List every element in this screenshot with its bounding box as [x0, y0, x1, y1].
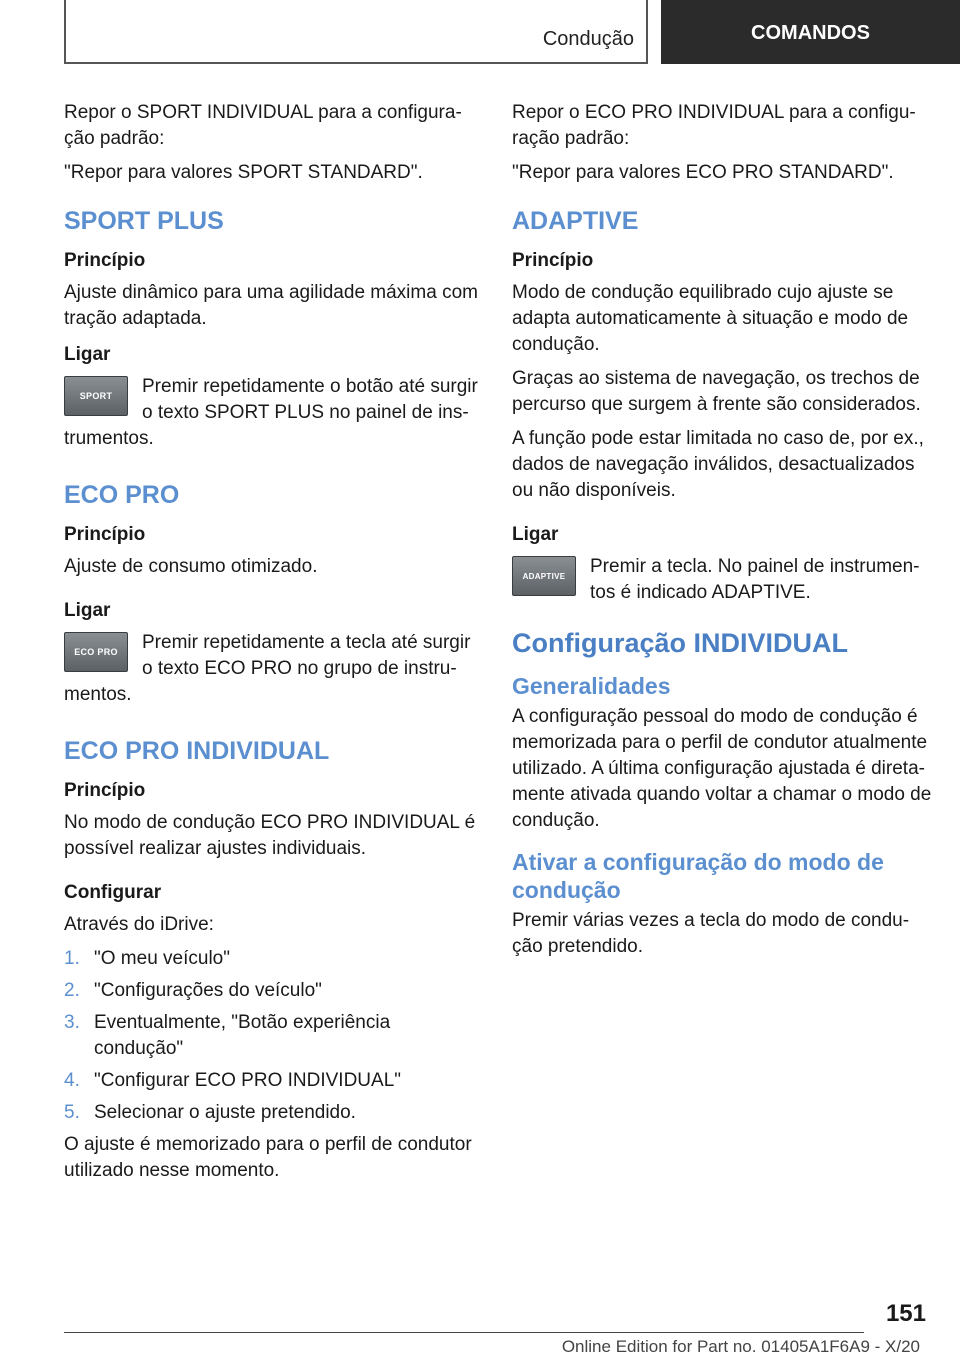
header-section-box	[64, 0, 648, 64]
eco-pro-individual-principle-text: No modo de condução ECO PRO INDIVIDUAL é possível realizar ajustes individuais.	[64, 812, 476, 859]
eco-pro-principle-text: Ajuste de consumo otimizado.	[64, 556, 318, 577]
individual-config-heading: Configuração INDIVIDUAL	[512, 628, 849, 658]
adaptive-principle-text-1: Modo de condução equilibrado cujo ajuste se adapta automaticamente à situação e modo de condução.	[512, 282, 909, 355]
sport-plus-principle-text: Ajuste dinâmico para uma agilidade máxima com tração adaptada.	[64, 282, 478, 329]
sport-plus-on-row	[64, 374, 480, 452]
footer-divider	[64, 1332, 864, 1333]
reset-sport-text: Repor o SPORT INDIVIDUAL para a configura-ção padrão:	[64, 102, 462, 149]
list-item: 4. "Configurar ECO PRO INDIVIDUAL"	[64, 1070, 402, 1091]
sport-plus-on-heading: Ligar	[64, 344, 111, 365]
footer-edition-text: Online Edition for Part no. 01405A1F6A9 - X/20	[561, 1337, 920, 1356]
adaptive-on-text: Premir a tecla. No painel de instrumen-tos é indicado ADAPTIVE.	[590, 556, 920, 603]
list-item: 5. Selecionar o ajuste pretendido.	[64, 1102, 356, 1123]
right-column	[512, 100, 932, 968]
reset-eco-menu-text: "Repor para valores ECO PRO STANDARD".	[512, 162, 894, 183]
list-item: 1. "O meu veículo"	[64, 948, 230, 969]
eco-pro-on-heading: Ligar	[64, 600, 111, 621]
header-section-title: Condução	[542, 28, 634, 50]
adaptive-on-heading: Ligar	[512, 524, 559, 545]
list-item: 2. "Configurações do veículo"	[64, 980, 322, 1001]
eco-pro-heading: ECO PRO	[64, 481, 180, 509]
sport-plus-principle-heading: Princípio	[64, 250, 146, 271]
adaptive-heading: ADAPTIVE	[512, 207, 639, 235]
left-column	[64, 100, 480, 1192]
sport-plus-heading: SPORT PLUS	[64, 207, 224, 235]
reset-sport-menu-text: "Repor para valores SPORT STANDARD".	[64, 162, 423, 183]
eco-pro-principle-heading: Princípio	[64, 524, 146, 545]
activate-heading: Ativar a configuração do modo de condução	[512, 849, 884, 903]
general-heading: Generalidades	[512, 673, 671, 699]
eco-pro-individual-heading: ECO PRO INDIVIDUAL	[64, 737, 330, 765]
eco-pro-on-text: Premir repetidamente a tecla até surgir o texto ECO PRO no grupo de instru-mentos.	[64, 632, 471, 705]
eco-pro-individual-principle-heading: Princípio	[64, 780, 146, 801]
sport-plus-on-text: Premir repetidamente o botão até surgir o texto SPORT PLUS no painel de ins-trumentos.	[64, 376, 478, 449]
sport-button-icon: SPORT	[64, 376, 128, 416]
reset-eco-text: Repor o ECO PRO INDIVIDUAL para a configu-ração padrão:	[512, 102, 916, 149]
config-steps-list	[64, 946, 480, 1126]
adaptive-on-row	[512, 554, 932, 606]
header-chapter-tab: COMANDOS	[661, 0, 960, 64]
config-closing-text: O ajuste é memorizado para o perfil de condutor utilizado nesse momento.	[64, 1134, 472, 1181]
page-number: 151	[885, 1300, 926, 1327]
adaptive-principle-heading: Princípio	[512, 250, 594, 271]
eco-pro-individual-config-heading: Configurar	[64, 882, 162, 903]
list-item: 3. Eventualmente, "Botão experiência condução"	[64, 1012, 391, 1059]
activate-text: Premir várias vezes a tecla do modo de condu-ção pretendido.	[512, 910, 910, 957]
eco-pro-button-icon: ECO PRO	[64, 632, 128, 672]
adaptive-principle-text-2: Graças ao sistema de navegação, os trechos de percurso que surgem à frente são considerados.	[512, 368, 921, 415]
adaptive-principle-text-3: A função pode estar limitada no caso de, por ex., dados de navegação inválidos, desactualizados ou não disponíveis.	[512, 428, 924, 501]
general-text: A configuração pessoal do modo de condução é memorizada para o perfil de condutor atualmente utilizado. A última configuração ajustada é direta-mente ativada quando voltar a chamar o modo de condução.	[512, 706, 932, 831]
adaptive-button-icon: ADAPTIVE	[512, 556, 576, 596]
eco-pro-on-row	[64, 630, 480, 708]
idrive-intro-text: Através do iDrive:	[64, 914, 214, 935]
